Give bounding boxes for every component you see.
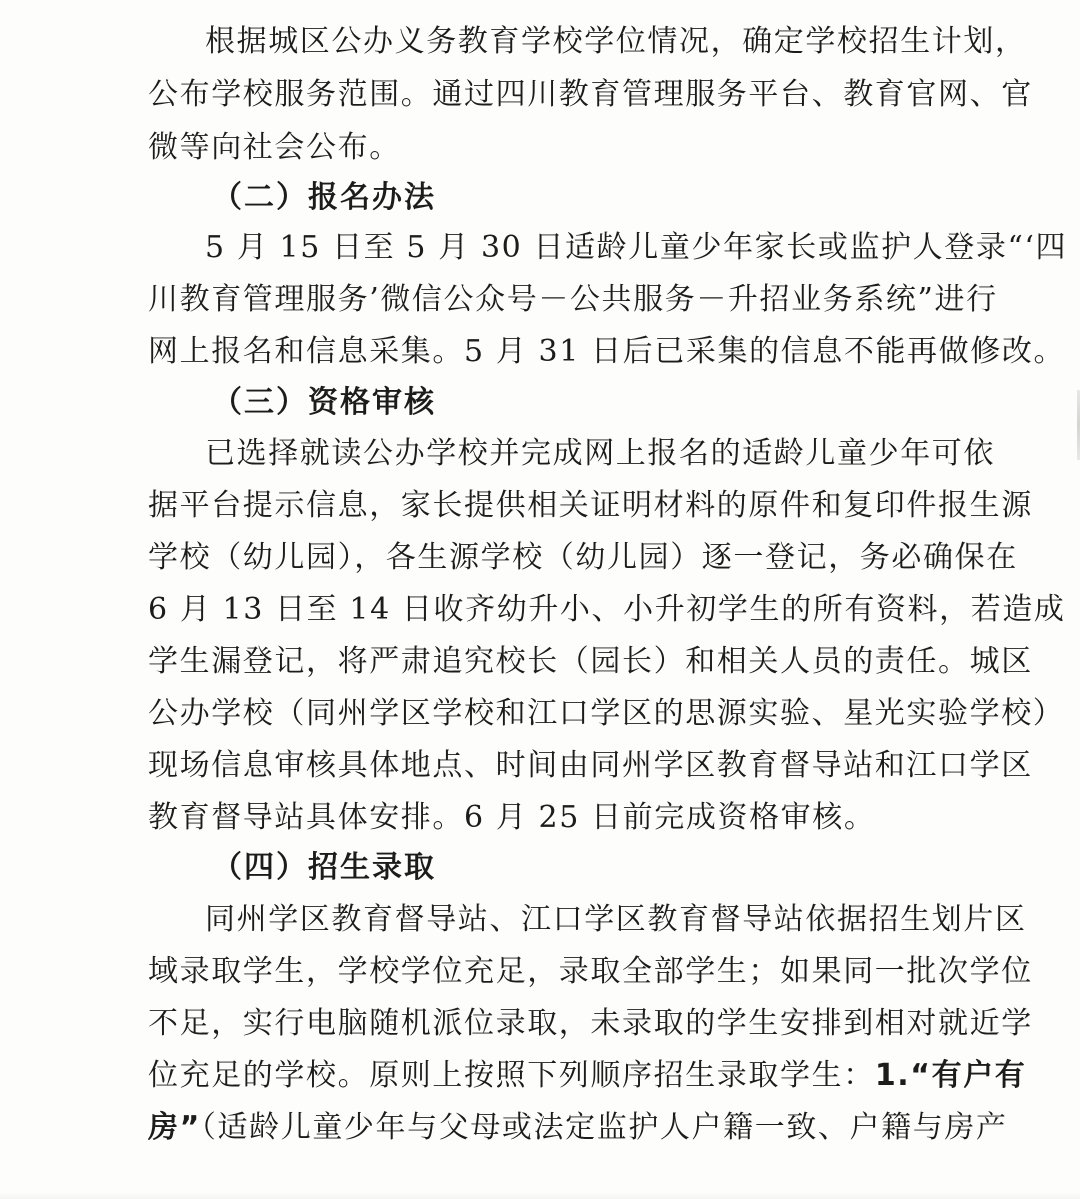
paragraph-text: （适龄儿童少年与父母或法定监护人户籍一致、户籍与房产 [200, 1110, 1008, 1145]
scan-edge-shadow [0, 1193, 1080, 1199]
section-heading-qualification: （三）资格审核 [212, 385, 436, 420]
paragraph-line: 川教育管理服务’微信公众号－公共服务－升招业务系统”进行 [148, 282, 998, 317]
paragraph-line: 根据城区公办义务教育学校学位情况，确定学校招生计划， [205, 24, 1027, 59]
bold-term-start: 1.“有户有 [874, 1058, 1027, 1093]
paragraph-line: 已选择就读公办学校并完成网上报名的适龄儿童少年可依 [205, 436, 995, 471]
paragraph-line: 不足，实行电脑随机派位录取，未录取的学生安排到相对就近学 [148, 1006, 1033, 1041]
section-heading-admission: （四）招生录取 [212, 850, 436, 885]
paragraph-line: 域录取学生，学校学位充足，录取全部学生；如果同一批次学位 [148, 954, 1033, 989]
paragraph-line-mixed [0, 1108, 1080, 1148]
section-heading-registration: （二）报名办法 [212, 180, 436, 215]
paragraph-line-mixed [0, 1056, 1080, 1096]
bold-term-end: 房” [148, 1110, 201, 1145]
paragraph-line: 学校（幼儿园），各生源学校（幼儿园）逐一登记，务必确保在 [148, 540, 1018, 575]
paragraph-line: 教育督导站具体安排。6 月 25 日前完成资格审核。 [148, 800, 876, 835]
paragraph-line: 公布学校服务范围。通过四川教育管理服务平台、教育官网、官 [148, 77, 1033, 112]
paragraph-line: 学生漏登记，将严肃追究校长（园长）和相关人员的责任。城区 [148, 644, 1033, 679]
paragraph-line: 5 月 15 日至 5 月 30 日适龄儿童少年家长或监护人登录“‘四 [205, 230, 1068, 265]
paragraph-line: 6 月 13 日至 14 日收齐幼升小、小升初学生的所有资料，若造成 [148, 592, 1066, 627]
paragraph-line: 微等向社会公布。 [148, 130, 401, 165]
paragraph-line: 现场信息审核具体地点、时间由同州学区教育督导站和江口学区 [148, 748, 1033, 783]
paragraph-line: 网上报名和信息采集。5 月 31 日后已采集的信息不能再做修改。 [148, 334, 1066, 369]
paragraph-text: 位充足的学校。原则上按照下列顺序招生录取学生： [148, 1058, 875, 1093]
paragraph-line: 同州学区教育督导站、江口学区教育督导站依据招生划片区 [205, 902, 1027, 937]
paragraph-line: 公办学校（同州学区学校和江口学区的思源实验、星光实验学校） [148, 696, 1065, 731]
paragraph-line: 据平台提示信息，家长提供相关证明材料的原件和复印件报生源 [148, 488, 1033, 523]
